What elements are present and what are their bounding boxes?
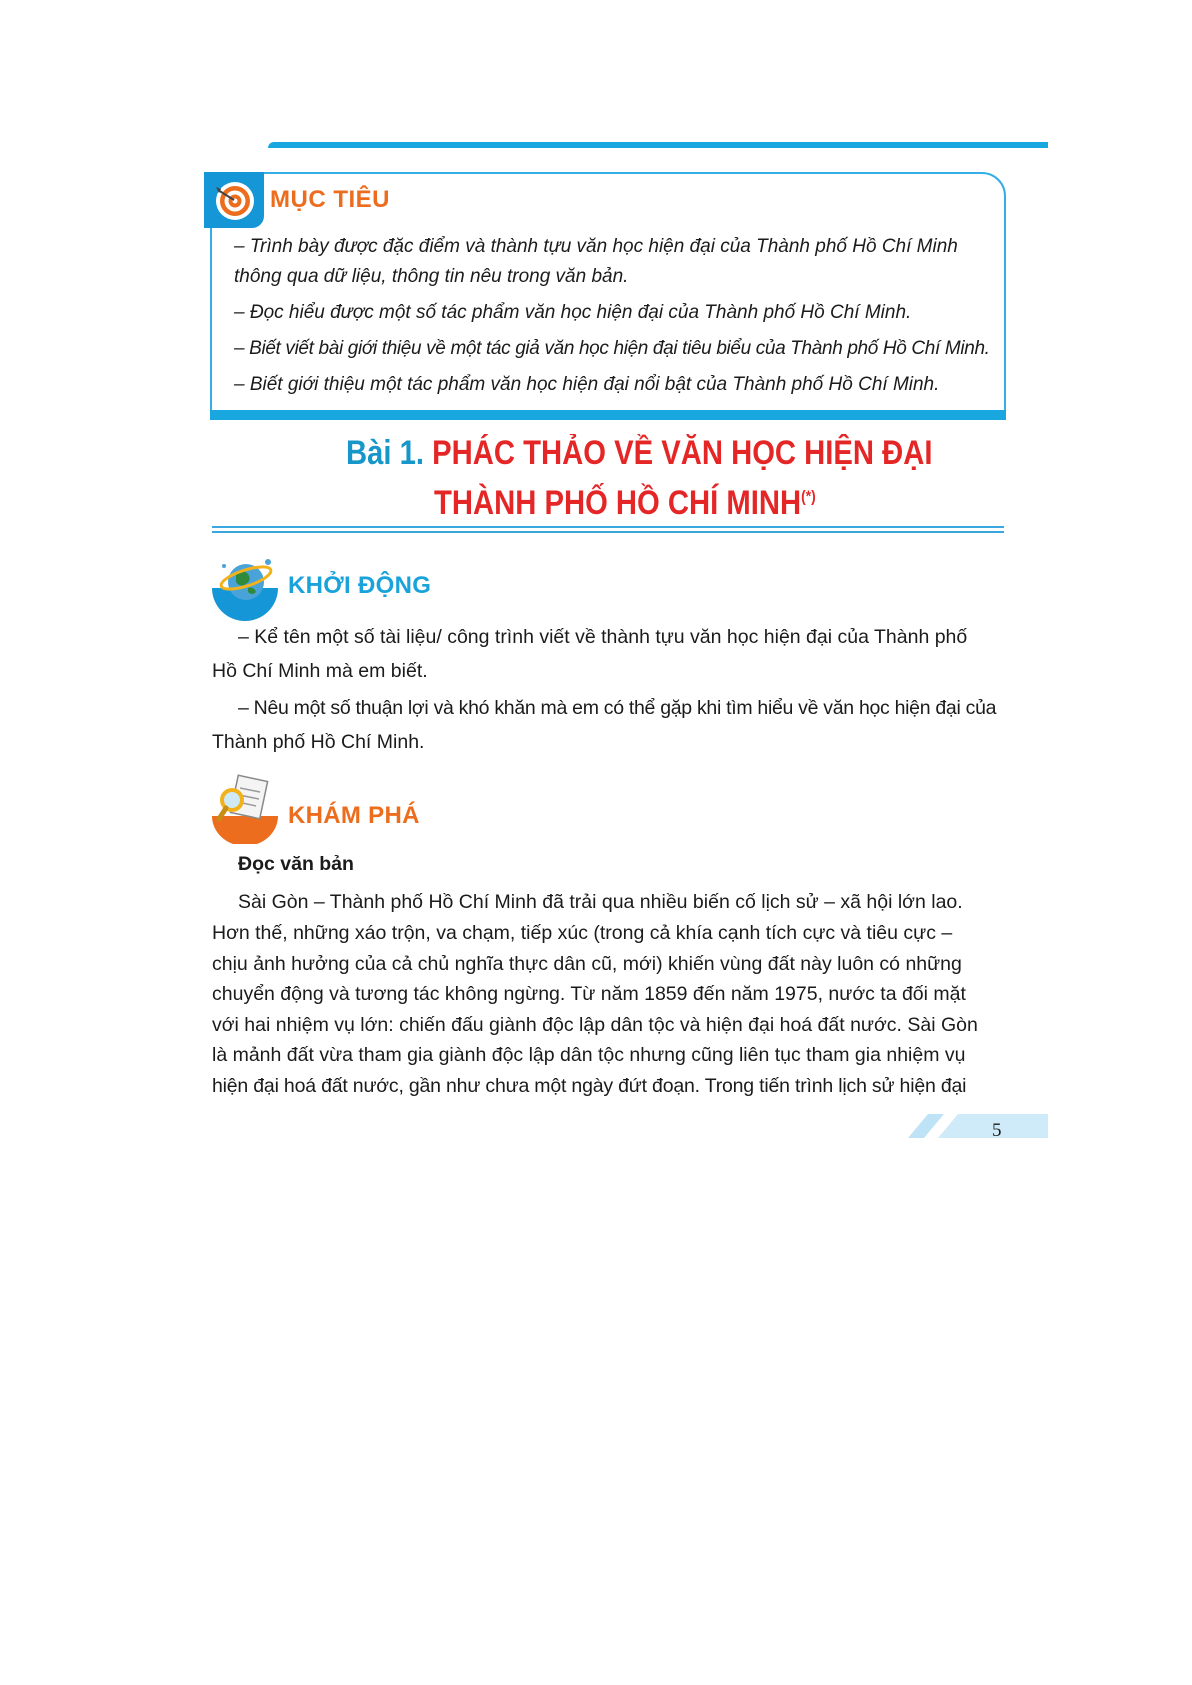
objective-item: – Biết viết bài giới thiệu về một tác giả văn học hiện đại tiêu biểu của Thành phố Hồ Chí Minh.	[234, 338, 990, 359]
page-number: 5	[992, 1120, 1002, 1141]
explore-line: với hai nhiệm vụ lớn: chiến đấu giành độc lập dân tộc và hiện đại hoá đất nước. Sài Gòn	[212, 1014, 978, 1036]
explore-line: Sài Gòn – Thành phố Hồ Chí Minh đã trải qua nhiều biến cố lịch sử – xã hội lớn lao.	[238, 891, 963, 913]
explore-line: chuyển động và tương tác không ngừng. Từ năm 1859 đến năm 1975, nước ta đối mặt	[212, 983, 966, 1005]
objective-item: – Biết giới thiệu một tác phẩm văn học hiện đại nổi bật của Thành phố Hồ Chí Minh.	[234, 374, 940, 395]
warmup-line: Thành phố Hồ Chí Minh.	[212, 731, 425, 753]
objective-item: – Đọc hiểu được một số tác phẩm văn học hiện đại của Thành phố Hồ Chí Minh.	[234, 302, 912, 323]
explore-line: Hơn thế, những xáo trộn, va chạm, tiếp xúc (trong cả khía cạnh tích cực và tiêu cực –	[212, 922, 953, 944]
title-rule	[212, 526, 1004, 528]
lesson-title-line1	[346, 434, 933, 473]
warmup-title: KHỞI ĐỘNG	[288, 572, 432, 599]
explore-title: KHÁM PHÁ	[288, 802, 420, 829]
lesson-title-text: PHÁC THẢO VỀ VĂN HỌC HIỆN ĐẠI	[432, 434, 933, 472]
lesson-title-line2	[434, 484, 816, 523]
warmup-line: Hồ Chí Minh mà em biết.	[212, 660, 428, 682]
warmup-line: – Nêu một số thuận lợi và khó khăn mà em có thể gặp khi tìm hiểu về văn học hiện đại của	[238, 697, 997, 719]
explore-subheading: Đọc văn bản	[238, 853, 354, 875]
target-icon	[214, 180, 256, 222]
objectives-title: MỤC TIÊU	[270, 186, 390, 213]
globe-icon	[210, 552, 280, 622]
objective-item: – Trình bày được đặc điểm và thành tựu văn học hiện đại của Thành phố Hồ Chí Minh	[234, 236, 958, 257]
lesson-title-text-2: THÀNH PHỐ HỒ CHÍ MINH	[434, 484, 802, 522]
title-rule	[212, 531, 1004, 533]
page-number-decor	[908, 1114, 1048, 1138]
objective-item: thông qua dữ liệu, thông tin nêu trong văn bản.	[234, 266, 629, 287]
objectives-box-bottom-border	[210, 410, 1006, 420]
magnifier-document-icon	[210, 774, 280, 844]
warmup-line: – Kể tên một số tài liệu/ công trình viết về thành tựu văn học hiện đại của Thành phố	[238, 626, 968, 648]
explore-line: hiện đại hoá đất nước, gần như chưa một ngày đứt đoạn. Trong tiến trình lịch sử hiện đại	[212, 1075, 967, 1097]
explore-line: chịu ảnh hưởng của cả chủ nghĩa thực dân cũ, mới) khiến vùng đất này luôn có những	[212, 953, 962, 975]
footnote-mark: (*)	[801, 488, 816, 506]
explore-line: là mảnh đất vừa tham gia giành độc lập dân tộc nhưng cũng liên tục tham gia nhiệm vụ	[212, 1044, 966, 1066]
top-decor-bar	[268, 142, 1048, 148]
lesson-number: Bài 1.	[346, 434, 425, 472]
